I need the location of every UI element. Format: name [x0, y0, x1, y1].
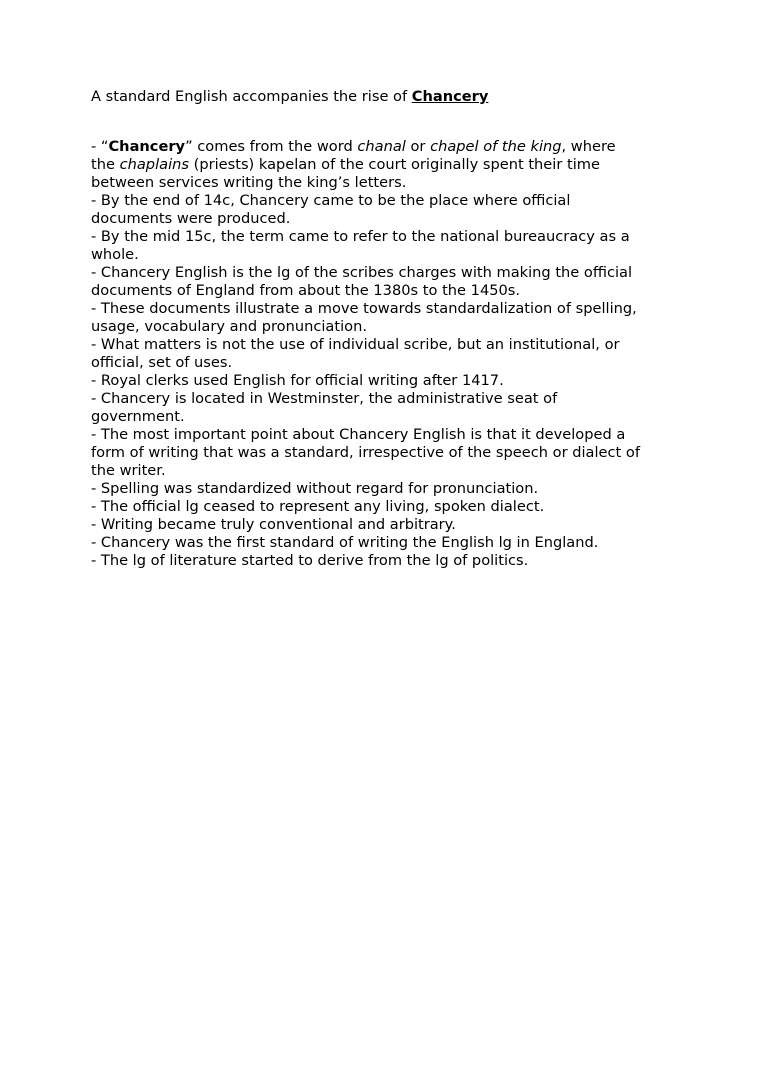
italic-term: chaplains: [119, 156, 189, 173]
text-run: (priests) kapelan of the court originally spent their time: [188, 156, 600, 173]
note-line: between services writing the king’s letters.: [91, 174, 407, 191]
note-line: official, set of uses.: [91, 354, 233, 371]
heading-text: A standard English accompanies the rise of: [91, 88, 412, 105]
note-line: the writer.: [91, 462, 166, 479]
note-line: - Royal clerks used English for official writing after 1417.: [91, 372, 504, 389]
document-heading: [91, 88, 681, 106]
note-line: whole.: [91, 246, 139, 263]
note-line: - The lg of literature started to derive from the lg of politics.: [91, 552, 529, 569]
note-line: - These documents illustrate a move towards standardalization of spelling,: [91, 300, 637, 317]
note-line: - Writing became truly conventional and arbitrary.: [91, 516, 456, 533]
document-page: [91, 88, 681, 570]
note-line: - Chancery English is the lg of the scribes charges with making the official: [91, 264, 633, 281]
note-line: government.: [91, 408, 185, 425]
note-line: usage, vocabulary and pronunciation.: [91, 318, 367, 335]
text-run: the: [91, 156, 120, 173]
italic-term: chapel of the king: [430, 138, 562, 155]
note-line: - The most important point about Chancery English is that it developed a: [91, 426, 626, 443]
note-line: - By the end of 14c, Chancery came to be the place where official: [91, 192, 571, 209]
italic-term: chanal: [357, 138, 406, 155]
note-line: - Chancery was the first standard of writing the English lg in England.: [91, 534, 599, 551]
notes-list: [91, 138, 681, 570]
note-line: documents were produced.: [91, 210, 291, 227]
note-line: - What matters is not the use of individual scribe, but an institutional, or: [91, 336, 620, 353]
note-line: [91, 156, 681, 174]
text-run: - “: [91, 138, 109, 155]
note-line: form of writing that was a standard, irrespective of the speech or dialect of: [91, 444, 640, 461]
note-line: documents of England from about the 1380s to the 1450s.: [91, 282, 521, 299]
note-line: [91, 138, 681, 156]
bold-term: Chancery: [108, 138, 186, 155]
text-run: or: [405, 138, 431, 155]
note-line: - The official lg ceased to represent any living, spoken dialect.: [91, 498, 545, 515]
note-line: - Spelling was standardized without regard for pronunciation.: [91, 480, 539, 497]
note-line: - By the mid 15c, the term came to refer to the national bureaucracy as a: [91, 228, 630, 245]
text-run: , where: [561, 138, 616, 155]
text-run: ” comes from the word: [185, 138, 358, 155]
note-line: - Chancery is located in Westminster, the administrative seat of: [91, 390, 558, 407]
heading-emphasis: Chancery: [411, 88, 489, 105]
